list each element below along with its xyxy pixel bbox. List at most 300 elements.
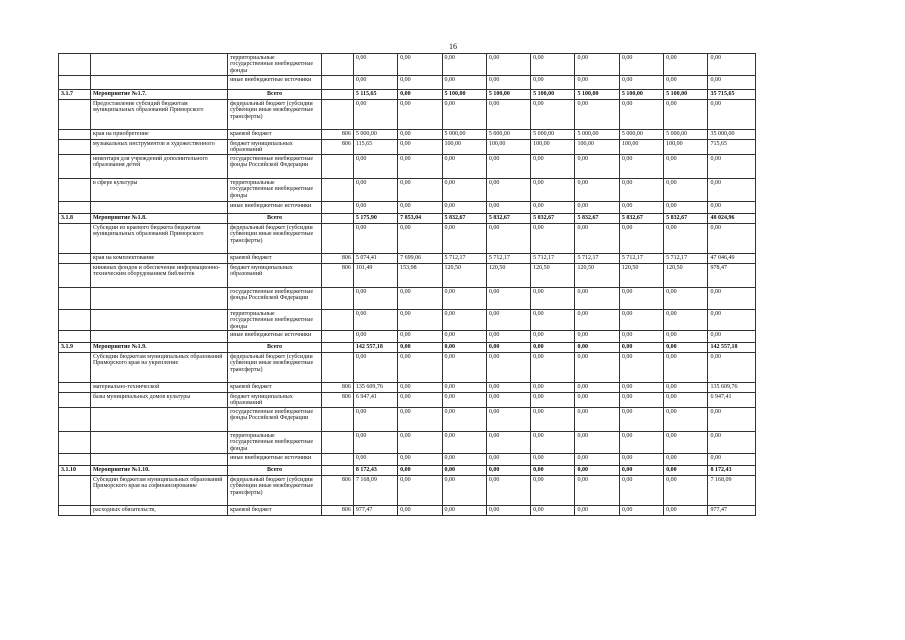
year-value-cell: 115,65: [353, 140, 397, 155]
year-value-cell: 5 100,00: [575, 90, 619, 100]
year-value-cell: 5 000,00: [619, 130, 663, 140]
year-value-cell: 0,00: [353, 288, 397, 310]
measure-name-cell: Субсидии бюджетам муниципальных образований Приморского края на софинансирование: [90, 476, 227, 506]
budget-code-cell: 806: [321, 476, 353, 506]
funding-source-cell: федеральный бюджет (субсидии субвенции иные межбюджетные трансферты): [228, 224, 322, 254]
year-value-cell: 0,00: [531, 432, 575, 454]
funding-source-cell: краевой бюджет: [228, 254, 322, 264]
budget-code-cell: [321, 454, 353, 466]
year-value-cell: 0,00: [575, 331, 619, 343]
funding-source-cell: краевой бюджет: [228, 383, 322, 393]
year-value-cell: 0,00: [398, 506, 442, 516]
year-value-cell: 5 100,00: [664, 90, 708, 100]
year-value-cell: 0,00: [664, 288, 708, 310]
measure-name-cell: [90, 310, 227, 331]
year-value-cell: 5 000,00: [442, 130, 486, 140]
funding-source-cell: государственные внебюджетные фонды Российской Федерации: [228, 155, 322, 179]
year-value-cell: 0,00: [442, 310, 486, 331]
measure-name-cell: Субсидии из краевого бюджета бюджетам муниципальных образований Приморского: [90, 224, 227, 254]
funding-source-cell: территориальные государственные внебюджетные фонды: [228, 310, 322, 331]
year-value-cell: 0,00: [442, 353, 486, 383]
year-value-cell: 0,00: [398, 140, 442, 155]
year-value-cell: 0,00: [398, 155, 442, 179]
year-value-cell: 0,00: [442, 408, 486, 432]
year-value-cell: 0,00: [486, 408, 530, 432]
year-value-cell: 0,00: [398, 454, 442, 466]
measure-name-cell: [90, 432, 227, 454]
year-value-cell: 0,00: [486, 224, 530, 254]
year-value-cell: 0,00: [486, 454, 530, 466]
total-value-cell: 0,00: [708, 454, 756, 466]
table-row: [59, 383, 756, 393]
measure-number-cell: [59, 288, 91, 310]
year-value-cell: 0,00: [619, 179, 663, 202]
year-value-cell: 0,00: [398, 54, 442, 76]
measure-name-cell: музыкальных инструментов и художественного: [90, 140, 227, 155]
year-value-cell: 0,00: [531, 343, 575, 353]
year-value-cell: 0,00: [531, 155, 575, 179]
measure-number-cell: [59, 331, 91, 343]
measure-number-cell: [59, 155, 91, 179]
year-value-cell: 0,00: [619, 331, 663, 343]
measure-name-cell: Субсидии бюджетам муниципальных образований Приморского края на укрепление: [90, 353, 227, 383]
measure-number-cell: 3.1.7: [59, 90, 91, 100]
year-value-cell: 0,00: [398, 100, 442, 130]
year-value-cell: 0,00: [442, 76, 486, 90]
year-value-cell: 0,00: [353, 76, 397, 90]
year-value-cell: 0,00: [398, 179, 442, 202]
year-value-cell: 0,00: [442, 202, 486, 214]
measure-name-cell: расходных обязательств,: [90, 506, 227, 516]
year-value-cell: 0,00: [486, 353, 530, 383]
total-value-cell: 0,00: [708, 408, 756, 432]
table-row: [59, 264, 756, 288]
year-value-cell: 0,00: [664, 506, 708, 516]
year-value-cell: 0,00: [575, 343, 619, 353]
table-row: [59, 408, 756, 432]
year-value-cell: 0,00: [619, 224, 663, 254]
year-value-cell: 120,50: [619, 264, 663, 288]
year-value-cell: 142 557,18: [353, 343, 397, 353]
year-value-cell: 0,00: [575, 310, 619, 331]
table-row: [59, 254, 756, 264]
year-value-cell: 5 832,67: [486, 214, 530, 224]
year-value-cell: 0,00: [353, 432, 397, 454]
year-value-cell: 0,00: [575, 466, 619, 476]
year-value-cell: 6 947,41: [353, 393, 397, 408]
measure-number-cell: [59, 54, 91, 76]
year-value-cell: 0,00: [442, 383, 486, 393]
year-value-cell: 0,00: [442, 476, 486, 506]
year-value-cell: 5 000,00: [575, 130, 619, 140]
year-value-cell: 0,00: [619, 353, 663, 383]
budget-code-cell: [321, 100, 353, 130]
budget-code-cell: [321, 432, 353, 454]
year-value-cell: 0,00: [442, 54, 486, 76]
table-total-row: [59, 343, 756, 353]
year-value-cell: 0,00: [575, 288, 619, 310]
budget-code-cell: 806: [321, 130, 353, 140]
funding-source-cell: бюджет муниципальных образований: [228, 140, 322, 155]
year-value-cell: 5 000,00: [664, 130, 708, 140]
year-value-cell: 0,00: [575, 408, 619, 432]
year-value-cell: 0,00: [575, 476, 619, 506]
funding-source-cell: Всего: [228, 466, 322, 476]
measure-name-cell: [90, 408, 227, 432]
year-value-cell: 0,00: [442, 466, 486, 476]
year-value-cell: 0,00: [619, 202, 663, 214]
measure-name-cell: Предоставление субсидий бюджетам муниципальных образований Приморского: [90, 100, 227, 130]
table-row: [59, 476, 756, 506]
table-row: [59, 432, 756, 454]
year-value-cell: 0,00: [398, 393, 442, 408]
table-row: [59, 331, 756, 343]
budget-code-cell: [321, 76, 353, 90]
year-value-cell: 100,00: [575, 140, 619, 155]
measure-number-cell: [59, 506, 91, 516]
total-value-cell: 142 557,18: [708, 343, 756, 353]
year-value-cell: 0,00: [664, 466, 708, 476]
year-value-cell: 0,00: [575, 432, 619, 454]
year-value-cell: 5 832,67: [442, 214, 486, 224]
year-value-cell: 0,00: [575, 454, 619, 466]
funding-source-cell: иные внебюджетные источники: [228, 331, 322, 343]
year-value-cell: 0,00: [664, 202, 708, 214]
year-value-cell: 0,00: [531, 353, 575, 383]
year-value-cell: 0,00: [486, 331, 530, 343]
year-value-cell: 5 832,67: [575, 214, 619, 224]
budget-code-cell: [321, 54, 353, 76]
measure-name-cell: Мероприятие №1.8.: [90, 214, 227, 224]
year-value-cell: 0,00: [575, 155, 619, 179]
year-value-cell: 5 000,00: [486, 130, 530, 140]
year-value-cell: 0,00: [486, 202, 530, 214]
year-value-cell: 0,00: [486, 288, 530, 310]
year-value-cell: 100,00: [486, 140, 530, 155]
year-value-cell: 0,00: [353, 100, 397, 130]
measure-number-cell: 3.1.9: [59, 343, 91, 353]
year-value-cell: 5 175,90: [353, 214, 397, 224]
year-value-cell: 0,00: [664, 54, 708, 76]
year-value-cell: 101,49: [353, 264, 397, 288]
measure-number-cell: [59, 179, 91, 202]
year-value-cell: 0,00: [398, 432, 442, 454]
measure-name-cell: [90, 54, 227, 76]
measure-name-cell: [90, 76, 227, 90]
funding-source-cell: Всего: [228, 343, 322, 353]
year-value-cell: 135 609,76: [353, 383, 397, 393]
total-value-cell: 978,47: [708, 264, 756, 288]
measure-name-cell: Мероприятие №1.10.: [90, 466, 227, 476]
year-value-cell: 0,00: [619, 393, 663, 408]
year-value-cell: 0,00: [442, 179, 486, 202]
measure-number-cell: [59, 254, 91, 264]
year-value-cell: 0,00: [575, 76, 619, 90]
budget-code-cell: 806: [321, 264, 353, 288]
year-value-cell: 0,00: [531, 408, 575, 432]
measure-number-cell: [59, 100, 91, 130]
budget-code-cell: [321, 214, 353, 224]
measure-name-cell: в сфере культуры: [90, 179, 227, 202]
year-value-cell: 0,00: [398, 331, 442, 343]
year-value-cell: 0,00: [486, 76, 530, 90]
year-value-cell: 0,00: [442, 155, 486, 179]
total-value-cell: 35 715,65: [708, 90, 756, 100]
budget-table-container: [58, 53, 756, 640]
funding-source-cell: иные внебюджетные источники: [228, 454, 322, 466]
year-value-cell: 120,50: [531, 264, 575, 288]
total-value-cell: 0,00: [708, 353, 756, 383]
year-value-cell: 0,00: [619, 454, 663, 466]
year-value-cell: 100,00: [531, 140, 575, 155]
funding-source-cell: территориальные государственные внебюджетные фонды: [228, 179, 322, 202]
year-value-cell: 0,00: [664, 393, 708, 408]
year-value-cell: 0,00: [442, 224, 486, 254]
table-row: [59, 54, 756, 76]
year-value-cell: 0,00: [398, 343, 442, 353]
year-value-cell: 0,00: [486, 310, 530, 331]
year-value-cell: 0,00: [398, 90, 442, 100]
budget-code-cell: [321, 408, 353, 432]
year-value-cell: 0,00: [575, 54, 619, 76]
year-value-cell: 0,00: [442, 100, 486, 130]
year-value-cell: 0,00: [486, 476, 530, 506]
funding-source-cell: краевой бюджет: [228, 130, 322, 140]
year-value-cell: 0,00: [575, 202, 619, 214]
budget-code-cell: [321, 179, 353, 202]
total-value-cell: 47 046,49: [708, 254, 756, 264]
year-value-cell: 0,00: [353, 408, 397, 432]
measure-name-cell: [90, 331, 227, 343]
total-value-cell: 0,00: [708, 202, 756, 214]
budget-code-cell: 806: [321, 506, 353, 516]
measure-name-cell: материально-технической: [90, 383, 227, 393]
year-value-cell: 0,00: [398, 202, 442, 214]
year-value-cell: 0,00: [398, 408, 442, 432]
year-value-cell: 5 832,67: [664, 214, 708, 224]
year-value-cell: 0,00: [575, 353, 619, 383]
budget-code-cell: 806: [321, 383, 353, 393]
year-value-cell: 0,00: [486, 54, 530, 76]
year-value-cell: 0,00: [619, 54, 663, 76]
total-value-cell: 0,00: [708, 76, 756, 90]
year-value-cell: 0,00: [531, 506, 575, 516]
budget-table: [58, 53, 756, 516]
year-value-cell: 0,00: [398, 310, 442, 331]
funding-source-cell: иные внебюджетные источники: [228, 76, 322, 90]
funding-source-cell: федеральный бюджет (субсидии субвенции иные межбюджетные трансферты): [228, 353, 322, 383]
year-value-cell: 0,00: [353, 224, 397, 254]
year-value-cell: 0,00: [619, 310, 663, 331]
table-row: [59, 100, 756, 130]
year-value-cell: 0,00: [664, 331, 708, 343]
table-row: [59, 224, 756, 254]
year-value-cell: 0,00: [664, 353, 708, 383]
table-row: [59, 288, 756, 310]
funding-source-cell: федеральный бюджет (субсидии субвенции иные межбюджетные трансферты): [228, 100, 322, 130]
measure-name-cell: [90, 454, 227, 466]
measure-name-cell: [90, 288, 227, 310]
budget-code-cell: 806: [321, 393, 353, 408]
year-value-cell: 120,50: [575, 264, 619, 288]
total-value-cell: 0,00: [708, 310, 756, 331]
year-value-cell: 0,00: [531, 476, 575, 506]
total-value-cell: 0,00: [708, 224, 756, 254]
year-value-cell: 0,00: [664, 476, 708, 506]
total-value-cell: 0,00: [708, 155, 756, 179]
measure-number-cell: [59, 202, 91, 214]
year-value-cell: 0,00: [619, 383, 663, 393]
budget-code-cell: [321, 202, 353, 214]
year-value-cell: 120,50: [442, 264, 486, 288]
budget-code-cell: [321, 331, 353, 343]
year-value-cell: 5 712,17: [442, 254, 486, 264]
year-value-cell: 0,00: [664, 76, 708, 90]
year-value-cell: 5 712,17: [664, 254, 708, 264]
year-value-cell: 0,00: [619, 466, 663, 476]
year-value-cell: 0,00: [619, 76, 663, 90]
total-value-cell: 7 168,09: [708, 476, 756, 506]
year-value-cell: 0,00: [664, 224, 708, 254]
year-value-cell: 0,00: [486, 383, 530, 393]
year-value-cell: 0,00: [486, 432, 530, 454]
year-value-cell: 0,00: [442, 506, 486, 516]
measure-name-cell: края на комплектование: [90, 254, 227, 264]
year-value-cell: 100,00: [442, 140, 486, 155]
year-value-cell: 0,00: [664, 383, 708, 393]
table-row: [59, 506, 756, 516]
measure-name-cell: края на приобретение: [90, 130, 227, 140]
measure-number-cell: 3.1.8: [59, 214, 91, 224]
year-value-cell: 0,00: [353, 310, 397, 331]
year-value-cell: 0,00: [619, 100, 663, 130]
year-value-cell: 0,00: [486, 466, 530, 476]
measure-number-cell: 3.1.10: [59, 466, 91, 476]
year-value-cell: 0,00: [531, 100, 575, 130]
year-value-cell: 5 100,00: [486, 90, 530, 100]
year-value-cell: 0,00: [398, 224, 442, 254]
measure-number-cell: [59, 393, 91, 408]
year-value-cell: 0,00: [619, 155, 663, 179]
budget-code-cell: [321, 224, 353, 254]
year-value-cell: 977,47: [353, 506, 397, 516]
budget-table-body: [59, 54, 756, 516]
funding-source-cell: государственные внебюджетные фонды Российской Федерации: [228, 288, 322, 310]
year-value-cell: 120,50: [486, 264, 530, 288]
year-value-cell: 0,00: [442, 454, 486, 466]
year-value-cell: 0,00: [664, 100, 708, 130]
measure-number-cell: [59, 264, 91, 288]
year-value-cell: 0,00: [353, 353, 397, 383]
funding-source-cell: федеральный бюджет (субсидии субвенции иные межбюджетные трансферты): [228, 476, 322, 506]
measure-name-cell: базы муниципальных домов культуры: [90, 393, 227, 408]
year-value-cell: 7 168,09: [353, 476, 397, 506]
year-value-cell: 5 712,17: [575, 254, 619, 264]
measure-number-cell: [59, 76, 91, 90]
funding-source-cell: бюджет муниципальных образований: [228, 393, 322, 408]
year-value-cell: 0,00: [531, 179, 575, 202]
table-total-row: [59, 214, 756, 224]
year-value-cell: 0,00: [531, 393, 575, 408]
table-row: [59, 155, 756, 179]
measure-number-cell: [59, 383, 91, 393]
table-row: [59, 179, 756, 202]
total-value-cell: 6 947,41: [708, 393, 756, 408]
total-value-cell: 35 000,00: [708, 130, 756, 140]
table-row: [59, 202, 756, 214]
year-value-cell: 5 074,41: [353, 254, 397, 264]
year-value-cell: 0,00: [531, 76, 575, 90]
year-value-cell: 0,00: [619, 343, 663, 353]
year-value-cell: 0,00: [575, 393, 619, 408]
table-total-row: [59, 466, 756, 476]
year-value-cell: 0,00: [619, 432, 663, 454]
year-value-cell: 0,00: [486, 100, 530, 130]
year-value-cell: 0,00: [575, 100, 619, 130]
measure-name-cell: Мероприятие №1.7.: [90, 90, 227, 100]
total-value-cell: 977,47: [708, 506, 756, 516]
year-value-cell: 5 000,00: [353, 130, 397, 140]
budget-code-cell: [321, 288, 353, 310]
year-value-cell: 0,00: [398, 288, 442, 310]
funding-source-cell: государственные внебюджетные фонды Российской Федерации: [228, 408, 322, 432]
year-value-cell: 0,00: [398, 476, 442, 506]
measure-name-cell: инвентаря для учреждений дополнительного образования детей: [90, 155, 227, 179]
total-value-cell: 0,00: [708, 100, 756, 130]
budget-code-cell: [321, 466, 353, 476]
year-value-cell: 0,00: [619, 506, 663, 516]
measure-number-cell: [59, 140, 91, 155]
year-value-cell: 5 832,67: [619, 214, 663, 224]
measure-number-cell: [59, 130, 91, 140]
funding-source-cell: иные внебюджетные источники: [228, 202, 322, 214]
measure-name-cell: книжных фондов и обеспечение информационно-техническим оборудованием библиотек: [90, 264, 227, 288]
year-value-cell: 100,00: [664, 140, 708, 155]
funding-source-cell: Всего: [228, 90, 322, 100]
year-value-cell: 120,50: [664, 264, 708, 288]
year-value-cell: 0,00: [575, 179, 619, 202]
table-row: [59, 454, 756, 466]
year-value-cell: 0,00: [664, 310, 708, 331]
year-value-cell: 0,00: [353, 155, 397, 179]
budget-code-cell: 806: [321, 254, 353, 264]
measure-number-cell: [59, 454, 91, 466]
year-value-cell: 0,00: [398, 353, 442, 383]
year-value-cell: 0,00: [664, 408, 708, 432]
year-value-cell: 0,00: [531, 466, 575, 476]
measure-number-cell: [59, 432, 91, 454]
year-value-cell: 0,00: [664, 343, 708, 353]
year-value-cell: 0,00: [619, 408, 663, 432]
year-value-cell: 0,00: [531, 454, 575, 466]
total-value-cell: 715,65: [708, 140, 756, 155]
budget-code-cell: 806: [321, 140, 353, 155]
year-value-cell: 0,00: [664, 432, 708, 454]
year-value-cell: 8 172,43: [353, 466, 397, 476]
year-value-cell: 5 100,00: [619, 90, 663, 100]
table-row: [59, 76, 756, 90]
year-value-cell: 0,00: [398, 466, 442, 476]
funding-source-cell: территориальные государственные внебюджетные фонды: [228, 54, 322, 76]
year-value-cell: 0,00: [442, 343, 486, 353]
year-value-cell: 0,00: [442, 331, 486, 343]
budget-code-cell: [321, 353, 353, 383]
measure-number-cell: [59, 476, 91, 506]
year-value-cell: 100,00: [619, 140, 663, 155]
year-value-cell: 0,00: [531, 331, 575, 343]
year-value-cell: 0,00: [531, 383, 575, 393]
table-row: [59, 353, 756, 383]
